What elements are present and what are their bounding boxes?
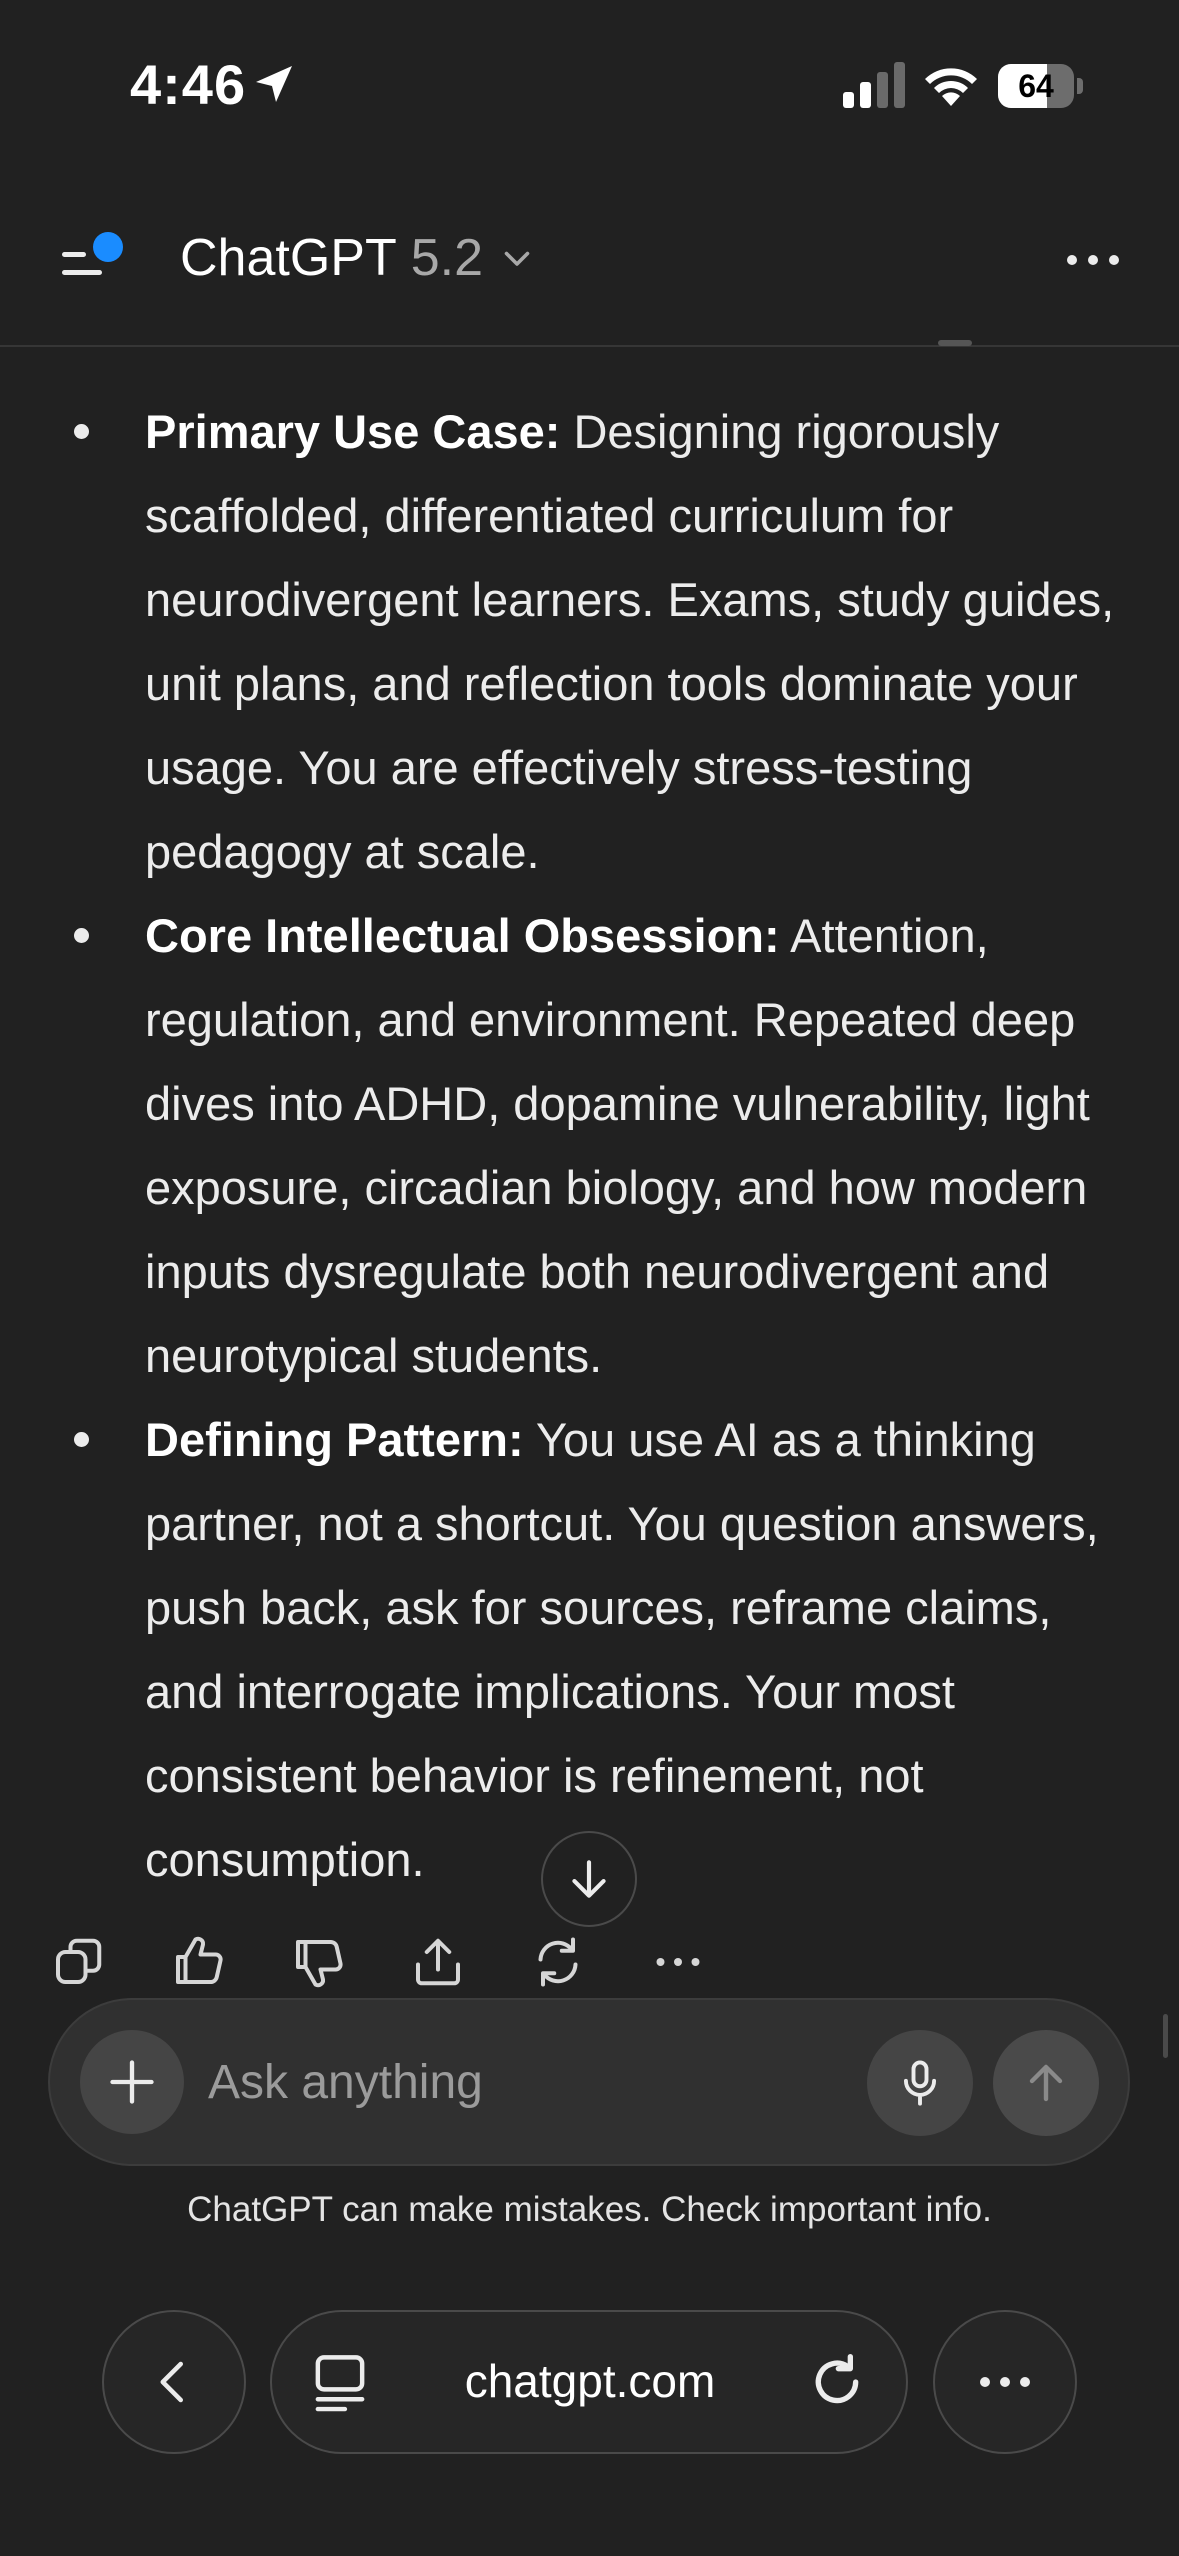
reload-icon[interactable] [805, 2350, 869, 2414]
notification-badge [93, 232, 123, 262]
microphone-icon [894, 2057, 946, 2109]
header-divider [0, 345, 1179, 347]
app-title: ChatGPT [180, 229, 397, 287]
copy-button[interactable] [48, 1932, 108, 1992]
copy-icon [48, 1932, 108, 1992]
message-input[interactable] [208, 2050, 848, 2114]
add-attachment-button[interactable] [80, 2030, 184, 2134]
scroll-to-bottom-button[interactable] [541, 1831, 637, 1927]
list-item [0, 390, 1179, 894]
url-text[interactable]: chatgpt.com [464, 2355, 716, 2407]
chevron-down-icon [499, 240, 535, 276]
battery-level: 64 [1018, 68, 1054, 104]
browser-more-button[interactable] [933, 2310, 1077, 2454]
more-options-icon[interactable] [1060, 238, 1126, 282]
model-selector[interactable] [180, 228, 535, 288]
scrollbar-thumb[interactable] [1163, 2014, 1168, 2058]
list-item-label: Core Intellectual Obsession: [145, 909, 780, 962]
battery-indicator [998, 64, 1084, 108]
thumbs-down-icon [288, 1932, 348, 1992]
list-item [0, 894, 1179, 1398]
thumbs-down-button[interactable] [288, 1932, 348, 1992]
scroll-indicator [938, 340, 972, 346]
more-icon [648, 1932, 708, 1992]
location-arrow-icon [250, 60, 298, 108]
model-version: 5.2 [410, 229, 484, 287]
arrow-up-icon [1022, 2059, 1070, 2107]
list-item-label: Defining Pattern: [145, 1413, 524, 1466]
list-item-text: You use AI as a thinking partner, not a shortcut. You question answers, push back, ask for sources, reframe claims, and interrogate implications. Your most consistent behavior is refinement, not consumption. [145, 1413, 1099, 1886]
thumbs-up-icon [168, 1932, 228, 1992]
plus-icon [106, 2056, 158, 2108]
disclaimer-text: ChatGPT can make mistakes. Check important info. [187, 2190, 992, 2229]
browser-back-button[interactable] [102, 2310, 246, 2454]
regenerate-button[interactable] [528, 1932, 588, 1992]
chevron-left-icon [147, 2355, 201, 2409]
assistant-message [0, 390, 1179, 1902]
thumbs-up-button[interactable] [168, 1932, 228, 1992]
arrow-down-icon [564, 1854, 614, 1904]
share-icon [408, 1932, 468, 1992]
list-item [0, 1398, 1179, 1902]
tab-overview-icon[interactable] [310, 2350, 370, 2414]
regenerate-icon [528, 1932, 588, 1992]
list-item-label: Primary Use Case: [145, 405, 561, 458]
status-time: 4:46 [130, 53, 247, 116]
send-button[interactable] [993, 2030, 1099, 2136]
list-item-text: Attention, regulation, and environment. Repeated deep dives into ADHD, dopamine vulnerability, light exposure, circadian biology, and how modern inputs dysregulate both neurodivergent and neurotypical students. [145, 909, 1090, 1382]
more-actions-button[interactable] [648, 1932, 708, 1992]
cellular-signal-icon [843, 62, 905, 108]
list-item-text: Designing rigorously scaffolded, differentiated curriculum for neurodivergent learners. Exams, study guides, unit plans, and reflection tools dominate your usage. You are effectively stress-testing pedagogy at scale. [145, 405, 1115, 878]
share-button[interactable] [408, 1932, 468, 1992]
voice-input-button[interactable] [867, 2030, 973, 2136]
wifi-icon [920, 60, 982, 108]
more-icon [975, 2370, 1035, 2394]
